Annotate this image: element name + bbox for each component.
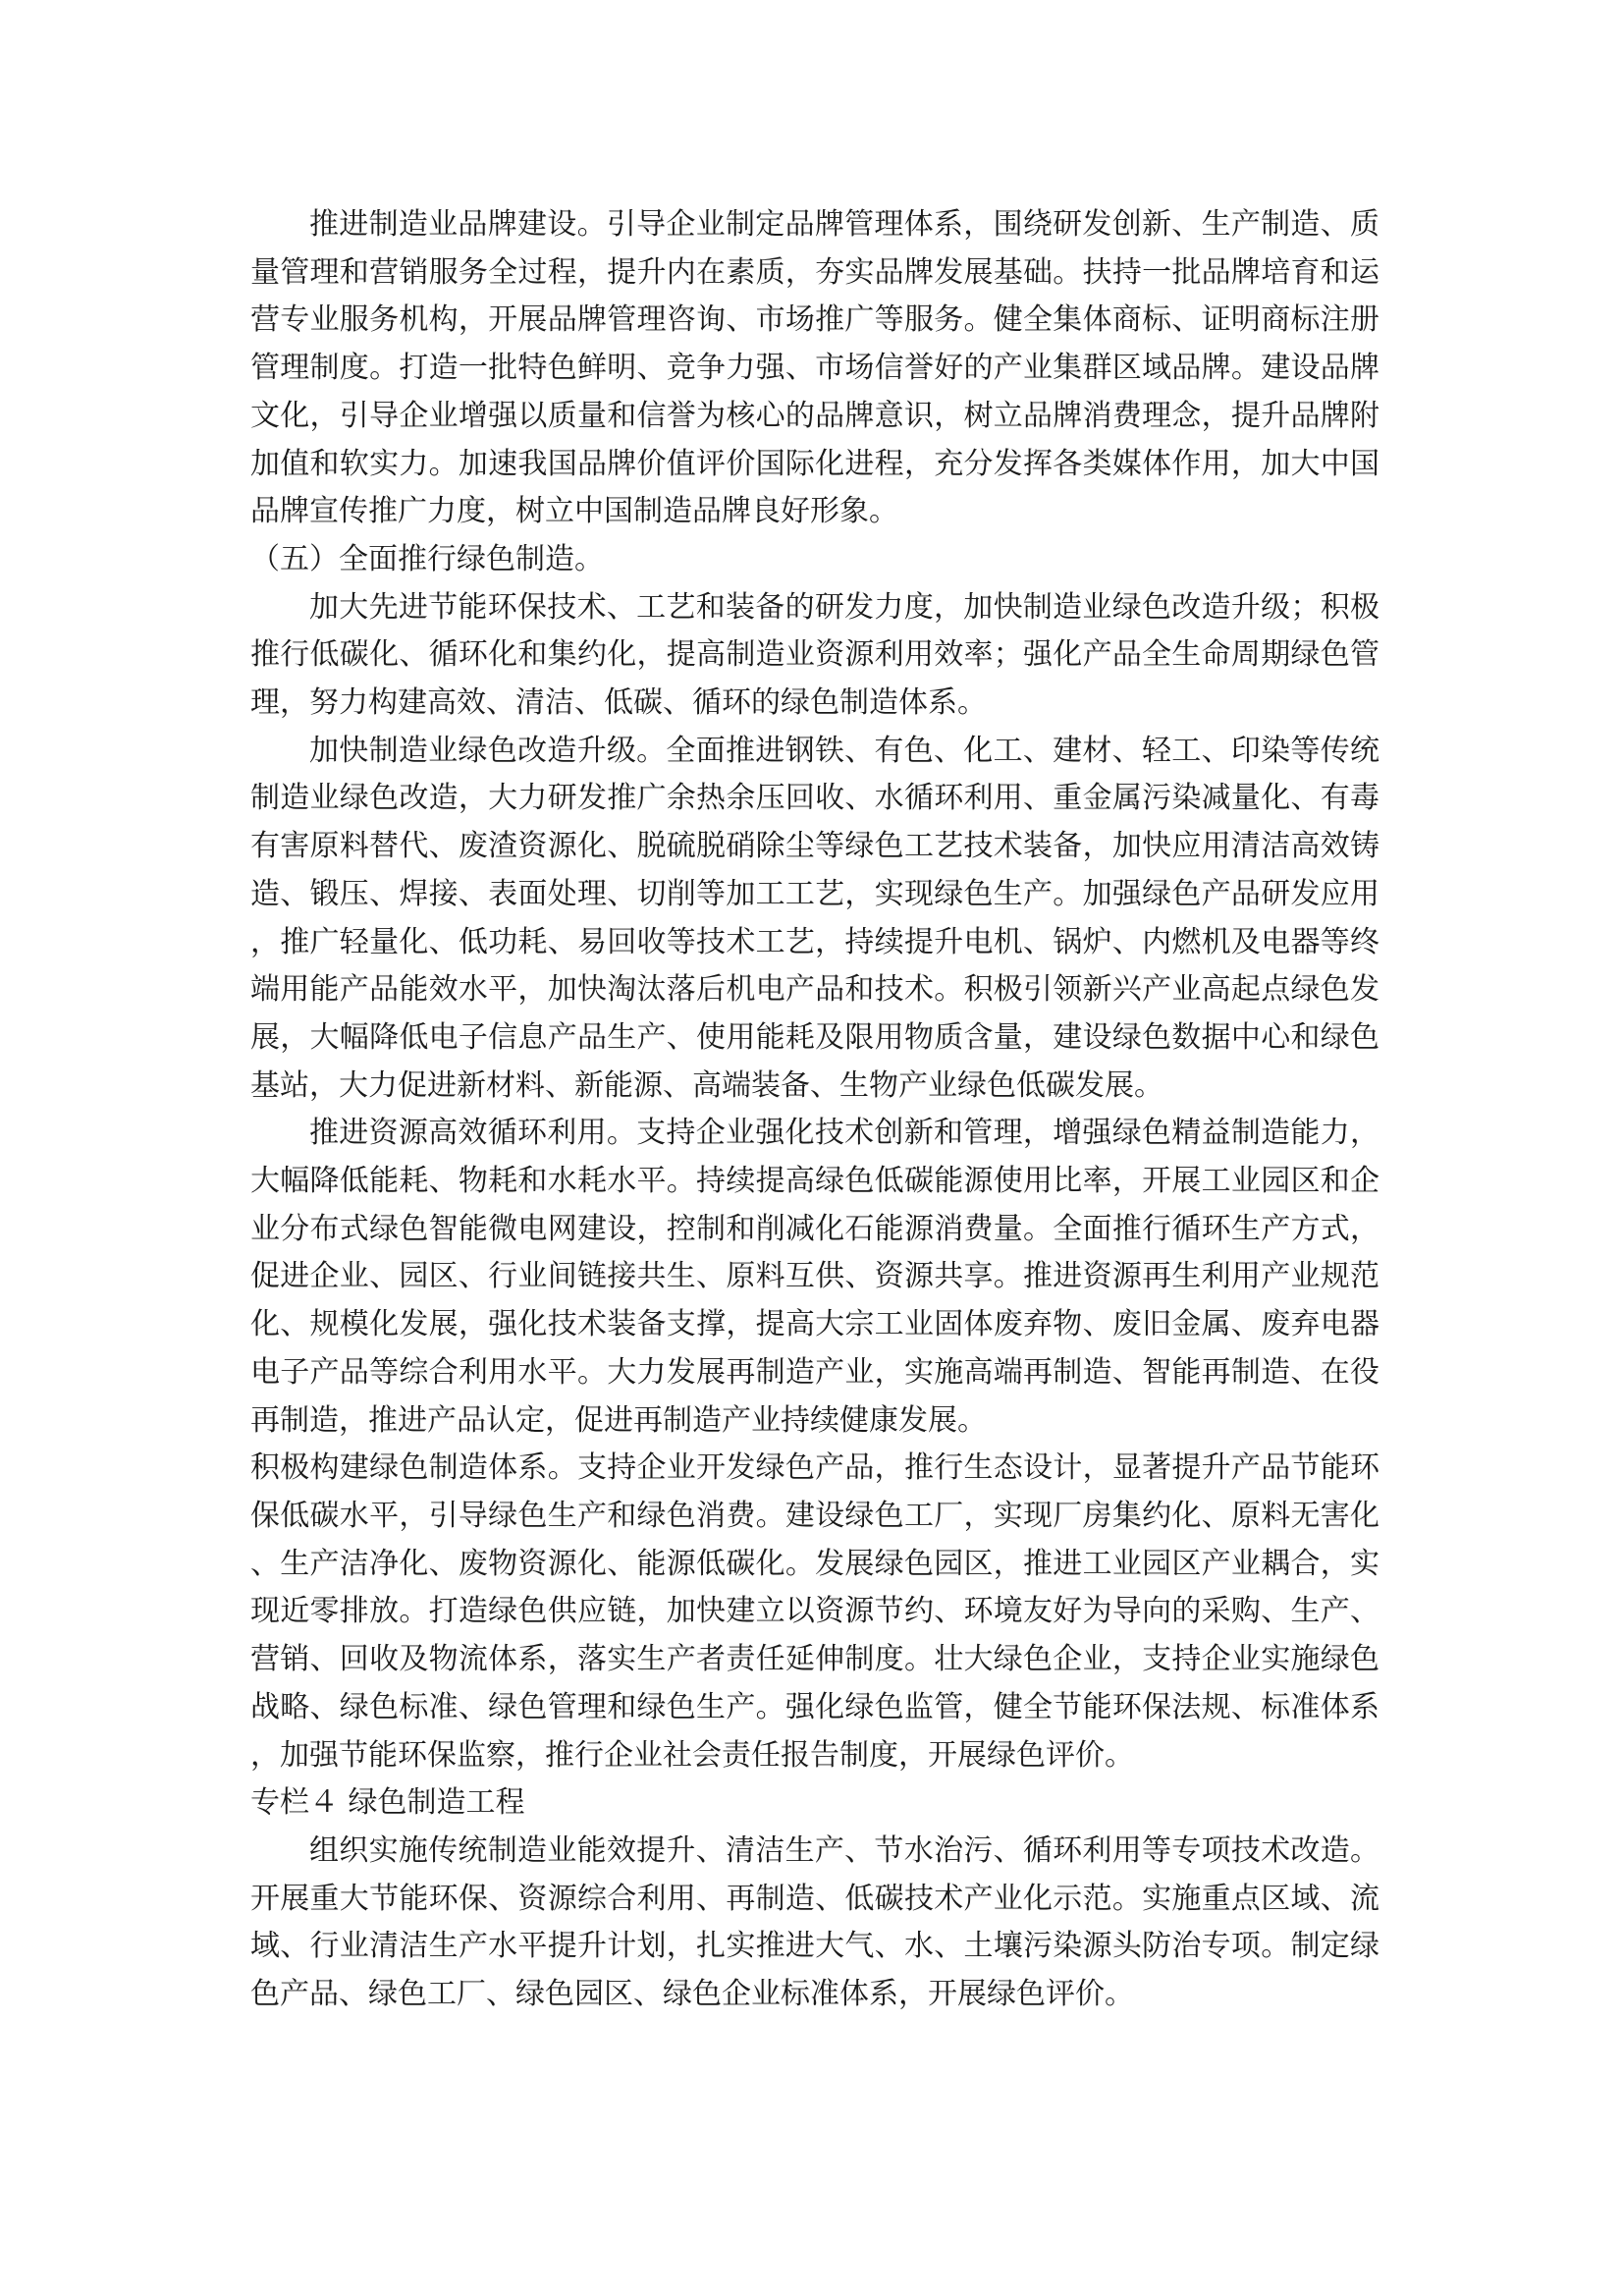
- document-body: [250, 201, 1379, 2019]
- paragraph-resource-recycling: 推进资源高效循环利用。支持企业强化技术创新和管理，增强绿色精益制造能力，大幅降低能耗、物耗和水耗水平。持续提高绿色低碳能源使用比率，开展工业园区和企业分布式绿色智能微电网建设，控制和削减化石能源消费量。全面推行循环生产方式，促进企业、园区、行业间链接共生、原料互供、资源共享。推进资源再生利用产业规范化、规模化发展，强化技术装备支撑，提高大宗工业固体废弃物、废旧金属、废弃电器电子产品等综合利用水平。大力发展再制造产业，实施高端再制造、智能再制造、在役再制造，推进产品认定，促进再制造产业持续健康发展。: [250, 1116, 1379, 1438]
- section-heading-green-manufacturing: （五）全面推行绿色制造。: [250, 541, 604, 576]
- paragraph-column4-body: 组织实施传统制造业能效提升、清洁生产、节水治污、循环利用等专项技术改造。开展重大节能环保、资源综合利用、再制造、低碳技术产业化示范。实施重点区域、流域、行业清洁生产水平提升计划，扎实推进大气、水、土壤污染源头防治专项。制定绿色产品、绿色工厂、绿色园区、绿色企业标准体系，开展绿色评价。: [250, 1832, 1379, 2012]
- column-heading-green-engineering: 专栏４ 绿色制造工程: [250, 1785, 525, 1821]
- paragraph-green-intro: 加大先进节能环保技术、工艺和装备的研发力度，加快制造业绿色改造升级；积极推行低碳化、循环化和集约化，提高制造业资源利用效率；强化产品全生命周期绿色管理，努力构建高效、清洁、低碳、循环的绿色制造体系。: [250, 589, 1379, 721]
- paragraph-green-system: 积极构建绿色制造体系。支持企业开发绿色产品，推行生态设计，显著提升产品节能环保低碳水平，引导绿色生产和绿色消费。建设绿色工厂，实现厂房集约化、原料无害化、生产洁净化、废物资源化、能源低碳化。发展绿色园区，推进工业园区产业耦合，实现近零排放。打造绿色供应链，加快建立以资源节约、环境友好为导向的采购、生产、营销、回收及物流体系，落实生产者责任延伸制度。壮大绿色企业，支持企业实施绿色战略、绿色标准、绿色管理和绿色生产。强化绿色监管，健全节能环保法规、标准体系，加强节能环保监察，推行企业社会责任报告制度，开展绿色评价。: [250, 1450, 1379, 1773]
- paragraph-brand-building: 推进制造业品牌建设。引导企业制定品牌管理体系，围绕研发创新、生产制造、质量管理和营销服务全过程，提升内在素质，夯实品牌发展基础。扶持一批品牌培育和运营专业服务机构，开展品牌管理咨询、市场推广等服务。健全集体商标、证明商标注册管理制度。打造一批特色鲜明、竞争力强、市场信誉好的产业集群区域品牌。建设品牌文化，引导企业增强以质量和信誉为核心的品牌意识，树立品牌消费理念，提升品牌附加值和软实力。加速我国品牌价值评价国际化进程，充分发挥各类媒体作用，加大中国品牌宣传推广力度，树立中国制造品牌良好形象。: [250, 207, 1379, 529]
- paragraph-green-upgrade: 加快制造业绿色改造升级。全面推进钢铁、有色、化工、建材、轻工、印染等传统制造业绿色改造，大力研发推广余热余压回收、水循环利用、重金属污染减量化、有毒有害原料替代、废渣资源化、脱硫脱硝除尘等绿色工艺技术装备，加快应用清洁高效铸造、锻压、焊接、表面处理、切削等加工工艺，实现绿色生产。加强绿色产品研发应用，推广轻量化、低功耗、易回收等技术工艺，持续提升电机、锅炉、内燃机及电器等终端用能产品能效水平，加快淘汰落后机电产品和技术。积极引领新兴产业高起点绿色发展，大幅降低电子信息产品生产、使用能耗及限用物质含量，建设绿色数据中心和绿色基站，大力促进新材料、新能源、高端装备、生物产业绿色低碳发展。: [250, 733, 1379, 1103]
